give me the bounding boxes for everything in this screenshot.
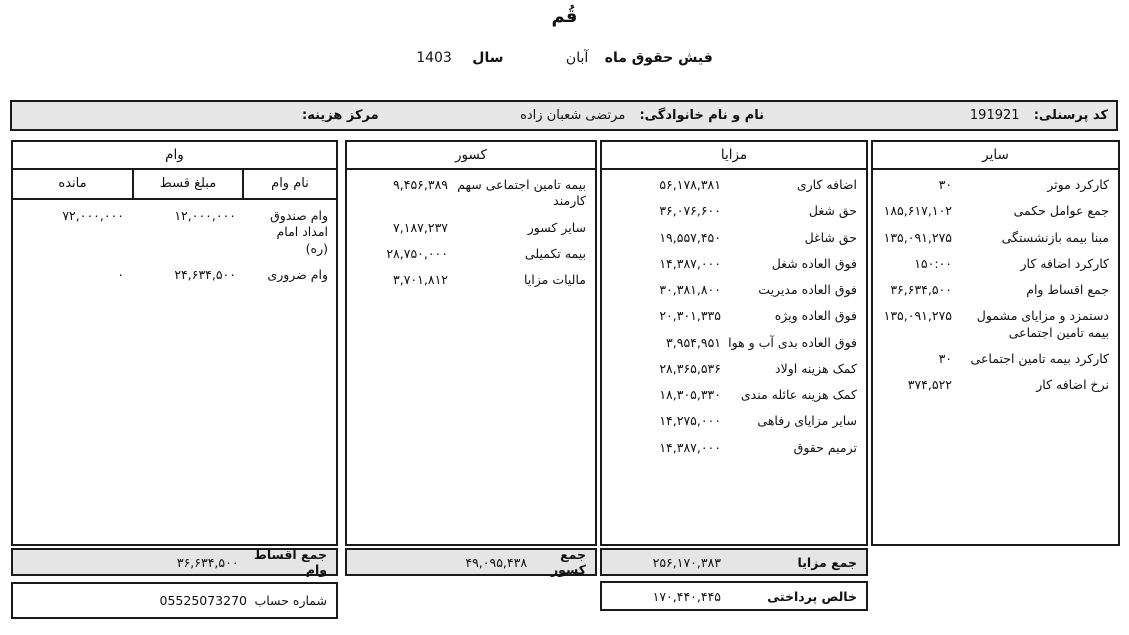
net-pay-value: ۱۷۰,۴۴۰,۴۴۵ — [652, 588, 721, 604]
row-value: ۵۶,​۱۷۸,​۳۸۱ — [659, 177, 721, 192]
row-label: حق شغل — [808, 203, 857, 219]
employee-name-label: نام و نام خانوادگی: — [639, 108, 764, 123]
table-row — [873, 198, 1118, 224]
table-row — [602, 330, 866, 356]
employee-name-group — [520, 102, 764, 129]
loan-balance-header: مانده — [13, 170, 132, 200]
row-value: ۱۳۵,​۰۹۱,​۲۷۵ — [883, 308, 952, 324]
other-column-rows — [873, 170, 1118, 398]
cost-center-label: مرکز هزینه: — [302, 108, 379, 123]
loan-installment: ۲۴,۶۳۴,۵۰۰ — [174, 266, 236, 282]
loans-total-value: ۳۶,۶۳۴,۵۰۰ — [176, 554, 239, 570]
personnel-code-label: کد پرسنلی: — [1033, 108, 1108, 123]
row-value: ۷,​۱۸۷,​۲۳۷ — [393, 219, 448, 235]
month-value: آبان — [565, 50, 589, 66]
table-row — [602, 172, 866, 198]
row-value: ۳۶,​۶۳۴,​۵۰۰ — [890, 282, 952, 297]
row-label: کارکرد موثر — [1047, 177, 1109, 192]
row-label: اضافه کاری — [796, 177, 857, 192]
row-value: ۱۸,​۳۰۵,​۳۳۰ — [659, 387, 721, 402]
loan-installment: ۱۲,۰۰۰,۰۰۰ — [174, 208, 236, 223]
other-column-title: سایر — [873, 142, 1118, 170]
row-label: کارکرد اضافه کار — [1020, 255, 1109, 271]
row-label: مبنا بیمه بازنشستگی — [1001, 229, 1109, 245]
table-row — [602, 356, 866, 382]
table-row — [602, 435, 866, 461]
row-label: بیمه تکمیلی — [524, 245, 586, 261]
row-value: ۳۰ — [938, 177, 952, 192]
row-value: ۳,​۷۰۱,​۸۱۲ — [393, 272, 448, 287]
benefits-column-title: مزایا — [602, 142, 866, 170]
row-value: ۳۷۴,​۵۲۲ — [907, 377, 952, 392]
loans-column-title: وام — [13, 142, 336, 170]
deductions-total-bar — [345, 548, 597, 576]
table-row — [347, 267, 595, 293]
loans-table-header — [13, 170, 336, 200]
row-value: ۱۸۵,​۶۱۷,​۱۰۲ — [883, 203, 952, 219]
row-value: ۳۶,​۰۷۶,​۶۰۰ — [659, 203, 721, 219]
row-value: ۲۰,​۳۰۱,​۳۳۵ — [659, 308, 721, 324]
table-row — [873, 346, 1118, 372]
table-row — [873, 225, 1118, 251]
row-label: فوق العاده مدیریت — [758, 282, 857, 297]
row-label: جمع اقساط وام — [1026, 282, 1109, 297]
table-row — [347, 215, 595, 241]
loan-name-header: نام وام — [244, 170, 336, 200]
personnel-code-group — [970, 102, 1108, 129]
deductions-column-rows — [347, 170, 595, 293]
loan-balance: ۷۲,۰۰۰,۰۰۰ — [62, 208, 124, 223]
row-value: ۱۴,​۳۸۷,​۰۰۰ — [659, 439, 721, 455]
account-number-label: شماره حساب — [254, 593, 327, 608]
table-row — [873, 172, 1118, 198]
table-row — [347, 172, 595, 215]
row-value: ۲۸,​۳۶۵,​۵۳۶ — [659, 360, 721, 376]
table-row — [602, 303, 866, 329]
deductions-column-title: کسور — [347, 142, 595, 170]
row-value: ۱۴,​۲۷۵,​۰۰۰ — [659, 413, 721, 429]
row-value: ۳۰,​۳۸۱,​۸۰۰ — [659, 282, 721, 297]
benefits-total-label: جمع مزایا — [797, 554, 857, 570]
row-label: بیمه تامین اجتماعی سهم کارمند — [457, 177, 586, 209]
row-label: ترمیم حقوق — [793, 439, 857, 455]
net-pay-label: خالص پرداختی — [767, 588, 857, 604]
loan-balance: ۰ — [117, 266, 124, 282]
deductions-total-value: ۴۹,۰۹۵,۴۳۸ — [465, 554, 528, 570]
personnel-code-value: 191921 — [969, 108, 1020, 123]
row-label: جمع عوامل حکمی — [1013, 203, 1109, 219]
cost-center-group — [302, 102, 379, 129]
row-label: نرخ اضافه کار — [1036, 377, 1109, 392]
row-label: کمک هزینه عائله مندی — [740, 387, 857, 402]
deductions-total-label: جمع کسور — [550, 547, 586, 577]
deductions-column — [345, 140, 597, 546]
loan-name: وام صندوق امداد امام (ره) — [270, 208, 328, 256]
row-label: مالیات مزایا — [524, 272, 586, 287]
row-value: ۱۴,​۳۸۷,​۰۰۰ — [659, 255, 721, 271]
page-title: قُم — [551, 6, 578, 27]
other-column — [871, 140, 1120, 546]
row-value: ۱۵۰:۰۰ — [914, 255, 952, 271]
table-row — [873, 251, 1118, 277]
table-row — [873, 372, 1118, 398]
row-value: ۱۹,​۵۵۷,​۴۵۰ — [659, 229, 721, 245]
loans-total-bar — [11, 548, 338, 576]
account-number-value: 05525073270 — [159, 593, 247, 608]
table-row — [602, 251, 866, 277]
account-number-box — [11, 582, 338, 619]
row-value: ۱۳۵,​۰۹۱,​۲۷۵ — [883, 229, 952, 245]
subtitle-label: فیش حقوق ماه — [604, 50, 713, 66]
benefits-column — [600, 140, 868, 546]
row-label: حق شاغل — [804, 229, 857, 245]
row-label: دستمزد و مزایای مشمول بیمه تامین اجتماعی — [976, 308, 1109, 340]
loan-installment-header: مبلغ قسط — [132, 170, 244, 200]
row-label: سایر کسور — [527, 219, 586, 235]
table-row — [347, 241, 595, 267]
loan-name: وام ضروری — [267, 266, 328, 282]
row-value: ۳۰ — [938, 350, 952, 366]
payslip-subtitle — [0, 50, 1129, 66]
row-label: فوق العاده ویژه — [774, 308, 857, 324]
year-value: 1403 — [416, 50, 452, 66]
row-value: ۹,​۴۵۶,​۳۸۹ — [393, 177, 448, 192]
row-label: کمک هزینه اولاد — [775, 360, 857, 376]
table-row — [873, 277, 1118, 303]
row-label: فوق العاده بدی آب و هوا — [728, 334, 857, 350]
loans-total-label: جمع اقساط وام — [253, 547, 327, 577]
table-row — [602, 277, 866, 303]
row-value: ۲۸,​۷۵۰,​۰۰۰ — [386, 245, 448, 261]
benefits-total-bar — [600, 548, 868, 576]
benefits-total-value: ۲۵۶,۱۷۰,۳۸۳ — [652, 554, 721, 570]
row-value: ۳,​۹۵۴,​۹۵۱ — [666, 334, 721, 350]
employee-name-value: مرتضی شعبان زاده — [520, 108, 626, 123]
table-row — [873, 303, 1118, 346]
row-label: کارکرد بیمه تامین اجتماعی — [970, 350, 1109, 366]
loans-table-body — [13, 200, 336, 285]
table-row — [602, 408, 866, 434]
row-label: فوق العاده شغل — [771, 255, 857, 271]
loans-column — [11, 140, 338, 546]
row-label: سایر مزایای رفاهی — [757, 413, 857, 429]
table-row — [602, 198, 866, 224]
employee-header-bar — [10, 100, 1118, 131]
table-row — [602, 225, 866, 251]
net-pay-box — [600, 581, 868, 611]
table-row — [602, 382, 866, 408]
benefits-column-rows — [602, 170, 866, 461]
year-label: سال — [472, 50, 504, 66]
